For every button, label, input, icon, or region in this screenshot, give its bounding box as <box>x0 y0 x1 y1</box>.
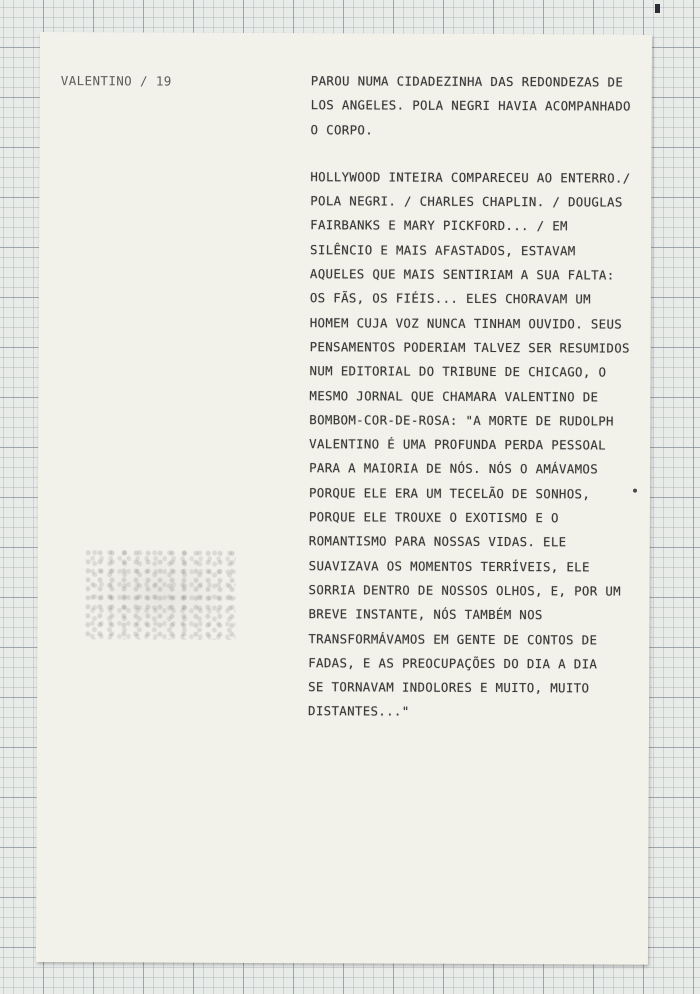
paragraph-2 <box>308 165 635 725</box>
text-line: PAROU NUMA CIDADEZINHA DAS REDONDEZAS DE <box>310 73 624 90</box>
text-line: HOMEM CUJA VOZ NUNCA TINHAM OUVIDO. SEUS <box>309 314 623 332</box>
text-line: BOMBOM-COR-DE-ROSA: "A MORTE DE RUDOLPH <box>309 412 614 429</box>
text-line: LOS ANGELES. POLA NEGRI HAVIA ACOMPANHADO <box>310 97 631 114</box>
text-line: O CORPO. <box>310 121 374 138</box>
text-line: FADAS, E AS PREOCUPAÇÕES DO DIA A DIA <box>308 655 598 672</box>
text-line: PENSAMENTOS PODERIAM TALVEZ SER RESUMIDOS <box>309 339 630 356</box>
text-line: NUM EDITORIAL DO TRIBUNE DE CHICAGO, O <box>309 363 607 380</box>
ink-smudge <box>85 549 235 640</box>
text-line: OS FÃS, OS FIÉIS... ELES CHORAVAM UM <box>309 290 592 307</box>
text-line: PARA A MAIORIA DE NÓS. NÓS O AMÁVAMOS <box>309 460 599 477</box>
corner-mark <box>655 4 660 13</box>
text-line: SILÊNCIO E MAIS AFASTADOS, ESTAVAM <box>310 241 576 259</box>
text-line: SUAVIZAVA OS MOMENTOS TERRÍVEIS, ELE <box>308 557 590 575</box>
text-line: SORRIA DENTRO DE NOSSOS OLHOS, E, POR UM <box>308 582 622 599</box>
text-line: AQUELES QUE MAIS SENTIRIAM A SUA FALTA: <box>309 266 615 283</box>
text-line: POLA NEGRI. / CHARLES CHAPLIN. / DOUGLAS <box>310 193 623 210</box>
text-line: SE TORNAVAM INDOLORES E MUITO, MUITO <box>308 679 590 696</box>
text-line: DISTANTES..." <box>308 703 410 720</box>
text-line: VALENTINO É UMA PROFUNDA PERDA PESSOAL <box>309 436 607 453</box>
text-line: PORQUE ELE ERA UM TECELÃO DE SONHOS, <box>308 484 591 502</box>
text-line: FAIRBANKS E MARY PICKFORD... / EM <box>310 217 568 234</box>
typewritten-page <box>36 32 652 965</box>
text-line: TRANSFORMÁVAMOS EM GENTE DE CONTOS DE <box>308 630 598 647</box>
body-text <box>308 69 636 725</box>
text-line: PORQUE ELE TROUXE O EXOTISMO E O <box>308 509 559 526</box>
text-line: ROMANTISMO PARA NOSSAS VIDAS. ELE <box>308 533 567 550</box>
text-line: MESMO JORNAL QUE CHAMARA VALENTINO DE <box>309 387 599 405</box>
text-line: BREVE INSTANTE, NÓS TAMBÉM NOS <box>308 606 543 623</box>
paragraph-1 <box>311 69 636 143</box>
text-line: HOLLYWOOD INTEIRA COMPARECEU AO ENTERRO./ <box>310 169 631 186</box>
page-reference: VALENTINO / 19 <box>60 73 172 89</box>
